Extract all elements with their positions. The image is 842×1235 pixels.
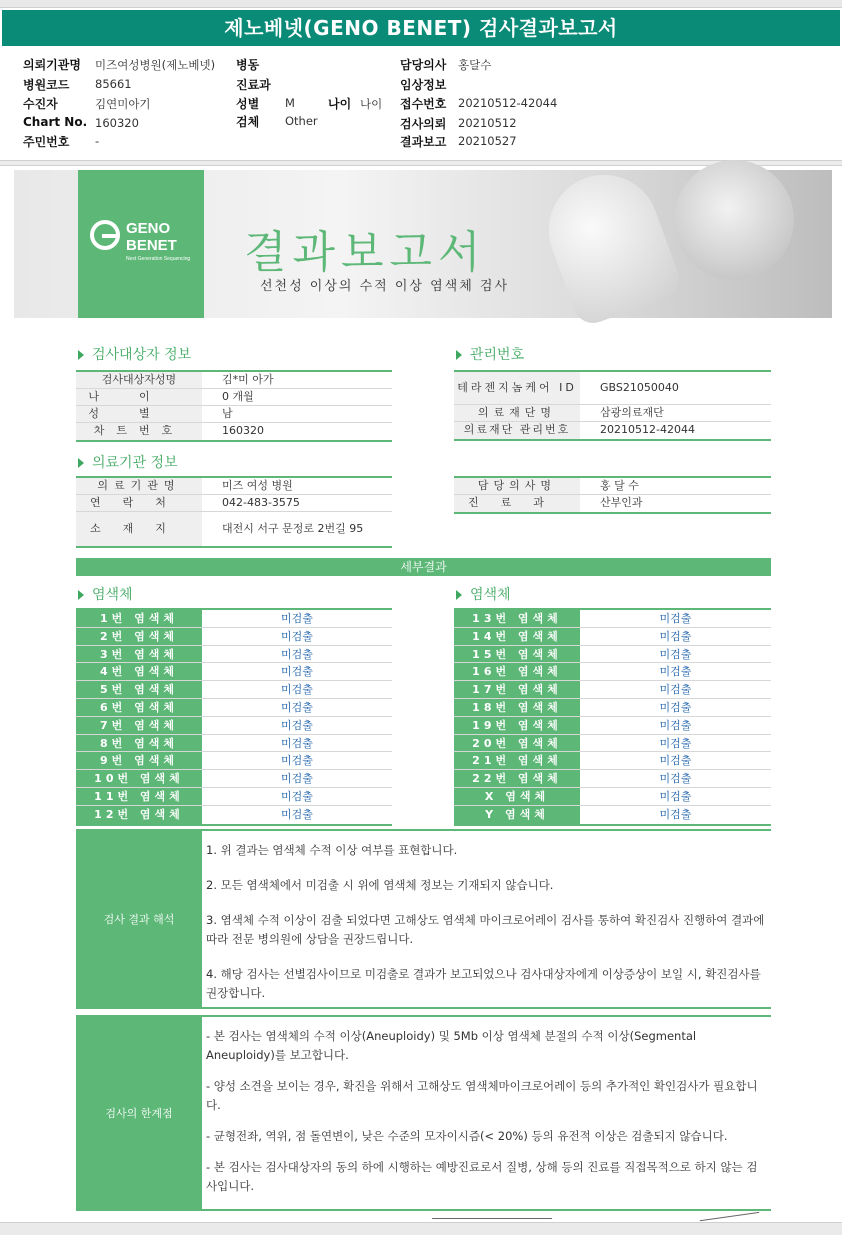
chromosome-row xyxy=(76,770,392,788)
chromosome-row xyxy=(454,628,771,646)
row-value: 미즈 여성 병원 xyxy=(222,479,293,492)
table-row xyxy=(454,372,771,405)
chromosome-result: 미검출 xyxy=(659,807,692,821)
table-row xyxy=(76,372,392,389)
baby-foot-image xyxy=(533,159,684,328)
chromosome-result: 미검출 xyxy=(281,772,313,786)
chromosome-label: 16번 염색체 xyxy=(454,663,580,680)
value-doctor: 홍달수 xyxy=(458,58,492,72)
row-value: 남 xyxy=(222,407,233,420)
section-subject-title: 검사대상자 정보 xyxy=(92,347,192,363)
chromosome-row xyxy=(454,735,771,753)
logo-line1: GENO xyxy=(126,220,171,237)
chromosome-result: 미검출 xyxy=(281,807,313,821)
label-sex: 성별 xyxy=(236,97,260,111)
row-key: 의료재단 관리번호 xyxy=(454,422,580,439)
label-patient: 수진자 xyxy=(23,97,58,111)
value-chart-no: 160320 xyxy=(95,116,139,130)
row-value: 대전시 서구 문정로 2번길 95 xyxy=(222,522,364,535)
chromosome-label: 11번 염색체 xyxy=(76,788,202,805)
limitations-label: 검사의 한계점 xyxy=(76,1017,202,1209)
detail-results-bar: 세부결과 xyxy=(76,558,771,576)
label-institution: 의뢰기관명 xyxy=(23,58,81,72)
top-bar xyxy=(0,0,842,8)
label-doctor: 담당의사 xyxy=(400,58,447,72)
row-value: 김*미 아가 xyxy=(222,373,274,386)
row-key: 의료재단명 xyxy=(454,405,580,421)
chromosome-row xyxy=(76,646,392,664)
interpretation-item: 3. 염색체 수적 이상이 검출 되었다면 고해상도 염색체 마이크로어레이 검사를 통하여 확진검사 진행하여 결과에 따라 전문 병의원에 상담을 권장드립니다. xyxy=(206,913,765,946)
chromosome-left-title: 염색체 xyxy=(92,587,133,603)
banner-title: 결과보고서 xyxy=(244,227,487,278)
limitation-item: - 양성 소견을 보이는 경우, 확진을 위해서 고해상도 염색체마이크로어레이 등의 추가적인 확인검사가 필요합니다. xyxy=(206,1079,758,1112)
section-chromosome-left-heading xyxy=(78,584,133,604)
chromosome-table-left xyxy=(76,608,392,826)
limitation-item: - 균형전좌, 역위, 점 돌연변이, 낮은 수준의 모자이시즘(< 20%) 등의 유전적 이상은 검출되지 않습니다. xyxy=(206,1129,728,1143)
management-table xyxy=(454,370,771,441)
table-row xyxy=(454,405,771,422)
chromosome-row xyxy=(76,717,392,735)
row-value: 홍 달 수 xyxy=(600,479,639,492)
section-institution-title: 의료기관 정보 xyxy=(92,455,178,471)
institution-table xyxy=(76,476,392,548)
chromosome-row xyxy=(76,663,392,681)
label-report-date: 결과보고 xyxy=(400,135,447,149)
row-key: 진료과 xyxy=(454,495,580,512)
arrow-icon xyxy=(456,590,462,600)
logo-box xyxy=(78,170,204,318)
arrow-icon xyxy=(78,458,84,468)
chromosome-row xyxy=(454,646,771,664)
chromosome-label: 13번 염색체 xyxy=(454,610,580,627)
chromosome-result: 미검출 xyxy=(659,754,692,768)
chromosome-row xyxy=(76,628,392,646)
row-key: 연락처 xyxy=(76,495,202,511)
arrow-icon xyxy=(78,350,84,360)
chromosome-label: 17번 염색체 xyxy=(454,681,580,698)
chromosome-label: 9번 염색체 xyxy=(76,752,202,769)
chromosome-result: 미검출 xyxy=(659,718,692,732)
chromosome-right-title: 염색체 xyxy=(470,587,511,603)
value-institution: 미즈여성병원(제노베넷) xyxy=(95,58,216,72)
report-title: 제노베넷(GENO BENET) 검사결과보고서 xyxy=(2,10,840,46)
chromosome-row xyxy=(76,735,392,753)
chromosome-label: 19번 염색체 xyxy=(454,717,580,734)
chromosome-row xyxy=(454,770,771,788)
label-clinical-info: 임상정보 xyxy=(400,78,447,92)
chromosome-row xyxy=(76,681,392,699)
baby-foot-image-2 xyxy=(674,160,794,280)
row-key: 나이 xyxy=(76,389,202,405)
table-row xyxy=(454,495,771,512)
section-management-heading xyxy=(456,344,524,364)
chromosome-row xyxy=(454,717,771,735)
chromosome-row xyxy=(76,752,392,770)
value-age: 나이 xyxy=(360,97,383,111)
chromosome-label: 10번 염색체 xyxy=(76,770,202,787)
chromosome-label: 4번 염색체 xyxy=(76,663,202,680)
geno-logo-icon xyxy=(90,220,120,250)
table-row xyxy=(454,478,771,495)
row-value: 0 개월 xyxy=(222,390,254,403)
row-value: 20210512-42044 xyxy=(600,423,695,436)
interpretation-label: 검사 결과 해석 xyxy=(76,831,202,1007)
chromosome-row xyxy=(454,752,771,770)
chromosome-row xyxy=(76,699,392,717)
header-info-grid xyxy=(0,52,842,160)
chromosome-result: 미검출 xyxy=(281,665,313,679)
value-report-date: 20210527 xyxy=(458,134,517,148)
value-resident-no: - xyxy=(95,134,100,148)
label-ward: 병동 xyxy=(236,58,260,72)
chromosome-result: 미검출 xyxy=(659,665,692,679)
chromosome-result: 미검출 xyxy=(659,736,692,750)
logo-tagline: Next Generation Sequencing xyxy=(126,256,191,262)
chromosome-result: 미검출 xyxy=(281,718,313,732)
chromosome-label: 1번 염색체 xyxy=(76,610,202,627)
row-value: 삼광의료재단 xyxy=(600,406,664,419)
table-row xyxy=(76,389,392,406)
report-banner xyxy=(14,170,832,318)
chromosome-label: 14번 염색체 xyxy=(454,628,580,645)
chromosome-label: 20번 염색체 xyxy=(454,735,580,752)
row-value: GBS21050040 xyxy=(600,381,679,394)
chromosome-result: 미검출 xyxy=(281,647,313,661)
chromosome-result: 미검출 xyxy=(281,789,313,803)
value-receipt-no: 20210512-42044 xyxy=(458,96,558,110)
table-row xyxy=(454,422,771,439)
chromosome-row xyxy=(454,663,771,681)
value-sex: M xyxy=(285,96,295,110)
row-key: 담당의사명 xyxy=(454,478,580,494)
chromosome-result: 미검출 xyxy=(281,629,313,643)
chromosome-row xyxy=(76,806,392,824)
chromosome-label: 5번 염색체 xyxy=(76,681,202,698)
chromosome-label: 3번 염색체 xyxy=(76,646,202,663)
section-chromosome-right-heading xyxy=(456,584,511,604)
label-request-date: 검사의뢰 xyxy=(400,117,447,131)
label-department: 진료과 xyxy=(236,78,271,92)
value-hospital-code: 85661 xyxy=(95,77,132,91)
label-chart-no: Chart No. xyxy=(23,115,88,129)
interpretation-content xyxy=(202,831,771,1007)
chromosome-label: 6번 염색체 xyxy=(76,699,202,716)
arrow-icon xyxy=(78,590,84,600)
value-request-date: 20210512 xyxy=(458,116,517,130)
limitations-box xyxy=(76,1015,771,1211)
chromosome-result: 미검출 xyxy=(659,612,692,625)
value-patient: 김연미아기 xyxy=(95,97,151,111)
chromosome-result: 미검출 xyxy=(659,772,692,786)
chromosome-result: 미검출 xyxy=(281,612,313,625)
limitation-item: - 본 검사는 염색체의 수적 이상(Aneuploidy) 및 5Mb 이상 염색체 분절의 수적 이상(Segmental Aneuploidy)를 보고합니다. xyxy=(206,1029,697,1062)
chromosome-label: X 염색체 xyxy=(454,788,580,805)
label-resident-no: 주민번호 xyxy=(23,135,70,149)
row-key: 의료기관명 xyxy=(76,478,202,494)
chromosome-label: 12번 염색체 xyxy=(76,806,202,824)
row-key: 소재지 xyxy=(76,512,202,546)
section-institution-heading xyxy=(78,452,178,472)
chromosome-result: 미검출 xyxy=(659,700,692,714)
label-hospital-code: 병원코드 xyxy=(23,78,70,92)
chromosome-row xyxy=(454,788,771,806)
chromosome-result: 미검출 xyxy=(659,789,692,803)
table-row xyxy=(76,406,392,423)
chromosome-result: 미검출 xyxy=(659,683,692,697)
signature-mark xyxy=(428,1218,553,1226)
chromosome-label: 22번 염색체 xyxy=(454,770,580,787)
label-specimen: 검체 xyxy=(236,115,260,129)
table-row xyxy=(76,423,392,440)
subject-table xyxy=(76,370,392,442)
chromosome-result: 미검출 xyxy=(281,736,313,750)
table-row xyxy=(76,512,392,546)
report-page xyxy=(12,168,830,1235)
interpretation-item: 1. 위 결과는 염색체 수적 이상 여부를 표현합니다. xyxy=(206,843,458,857)
row-value: 160320 xyxy=(222,424,264,437)
row-key: 차트번호 xyxy=(76,423,202,440)
row-key: 테라젠지놈케어 ID xyxy=(454,372,580,404)
chromosome-row xyxy=(454,806,771,824)
section-management-title: 관리번호 xyxy=(470,347,525,363)
chromosome-label: 2번 염색체 xyxy=(76,628,202,645)
chromosome-label: 18번 염색체 xyxy=(454,699,580,716)
row-key: 성별 xyxy=(76,406,202,422)
banner-subtitle: 선천성 이상의 수적 이상 염색체 검사 xyxy=(260,279,510,294)
chromosome-label: 8번 염색체 xyxy=(76,735,202,752)
interpretation-item: 2. 모든 염색체에서 미검출 시 위에 염색체 정보는 기재되지 않습니다. xyxy=(206,878,554,892)
arrow-icon xyxy=(456,350,462,360)
table-row xyxy=(76,478,392,495)
row-value: 산부인과 xyxy=(600,496,643,509)
limitations-content xyxy=(202,1017,771,1209)
chromosome-result: 미검출 xyxy=(281,754,313,768)
logo-line2: BENET xyxy=(126,237,177,254)
chromosome-result: 미검출 xyxy=(281,683,313,697)
institution-doctor-table xyxy=(454,476,771,514)
chromosome-result: 미검출 xyxy=(281,700,313,714)
chromosome-label: 15번 염색체 xyxy=(454,646,580,663)
table-row xyxy=(76,495,392,512)
interpretation-item: 4. 해당 검사는 선별검사이므로 미검출로 결과가 보고되었으나 검사대상자에게 이상증상이 보일 시, 확진검사를 권장합니다. xyxy=(206,967,761,1000)
chromosome-result: 미검출 xyxy=(659,629,692,643)
chromosome-row xyxy=(454,610,771,628)
chromosome-row xyxy=(454,681,771,699)
row-value: 042-483-3575 xyxy=(222,496,300,509)
chromosome-row xyxy=(454,699,771,717)
row-key: 검사대상자성명 xyxy=(76,372,202,388)
label-age: 나이 xyxy=(328,97,352,111)
section-subject-heading xyxy=(78,344,191,364)
chromosome-row xyxy=(76,610,392,628)
interpretation-box xyxy=(76,829,771,1009)
chromosome-label: 21번 염색체 xyxy=(454,752,580,769)
limitation-item: - 본 검사는 검사대상자의 동의 하에 시행하는 예방진료로서 질병, 상해 등의 진료를 직접목적으로 하지 않는 검사입니다. xyxy=(206,1160,758,1193)
chromosome-label: 7번 염색체 xyxy=(76,717,202,734)
chromosome-label: Y 염색체 xyxy=(454,806,580,824)
chromosome-row xyxy=(76,788,392,806)
chromosome-table-right xyxy=(454,608,771,826)
chromosome-result: 미검출 xyxy=(659,647,692,661)
value-specimen: Other xyxy=(285,114,318,128)
label-receipt-no: 접수번호 xyxy=(400,97,447,111)
